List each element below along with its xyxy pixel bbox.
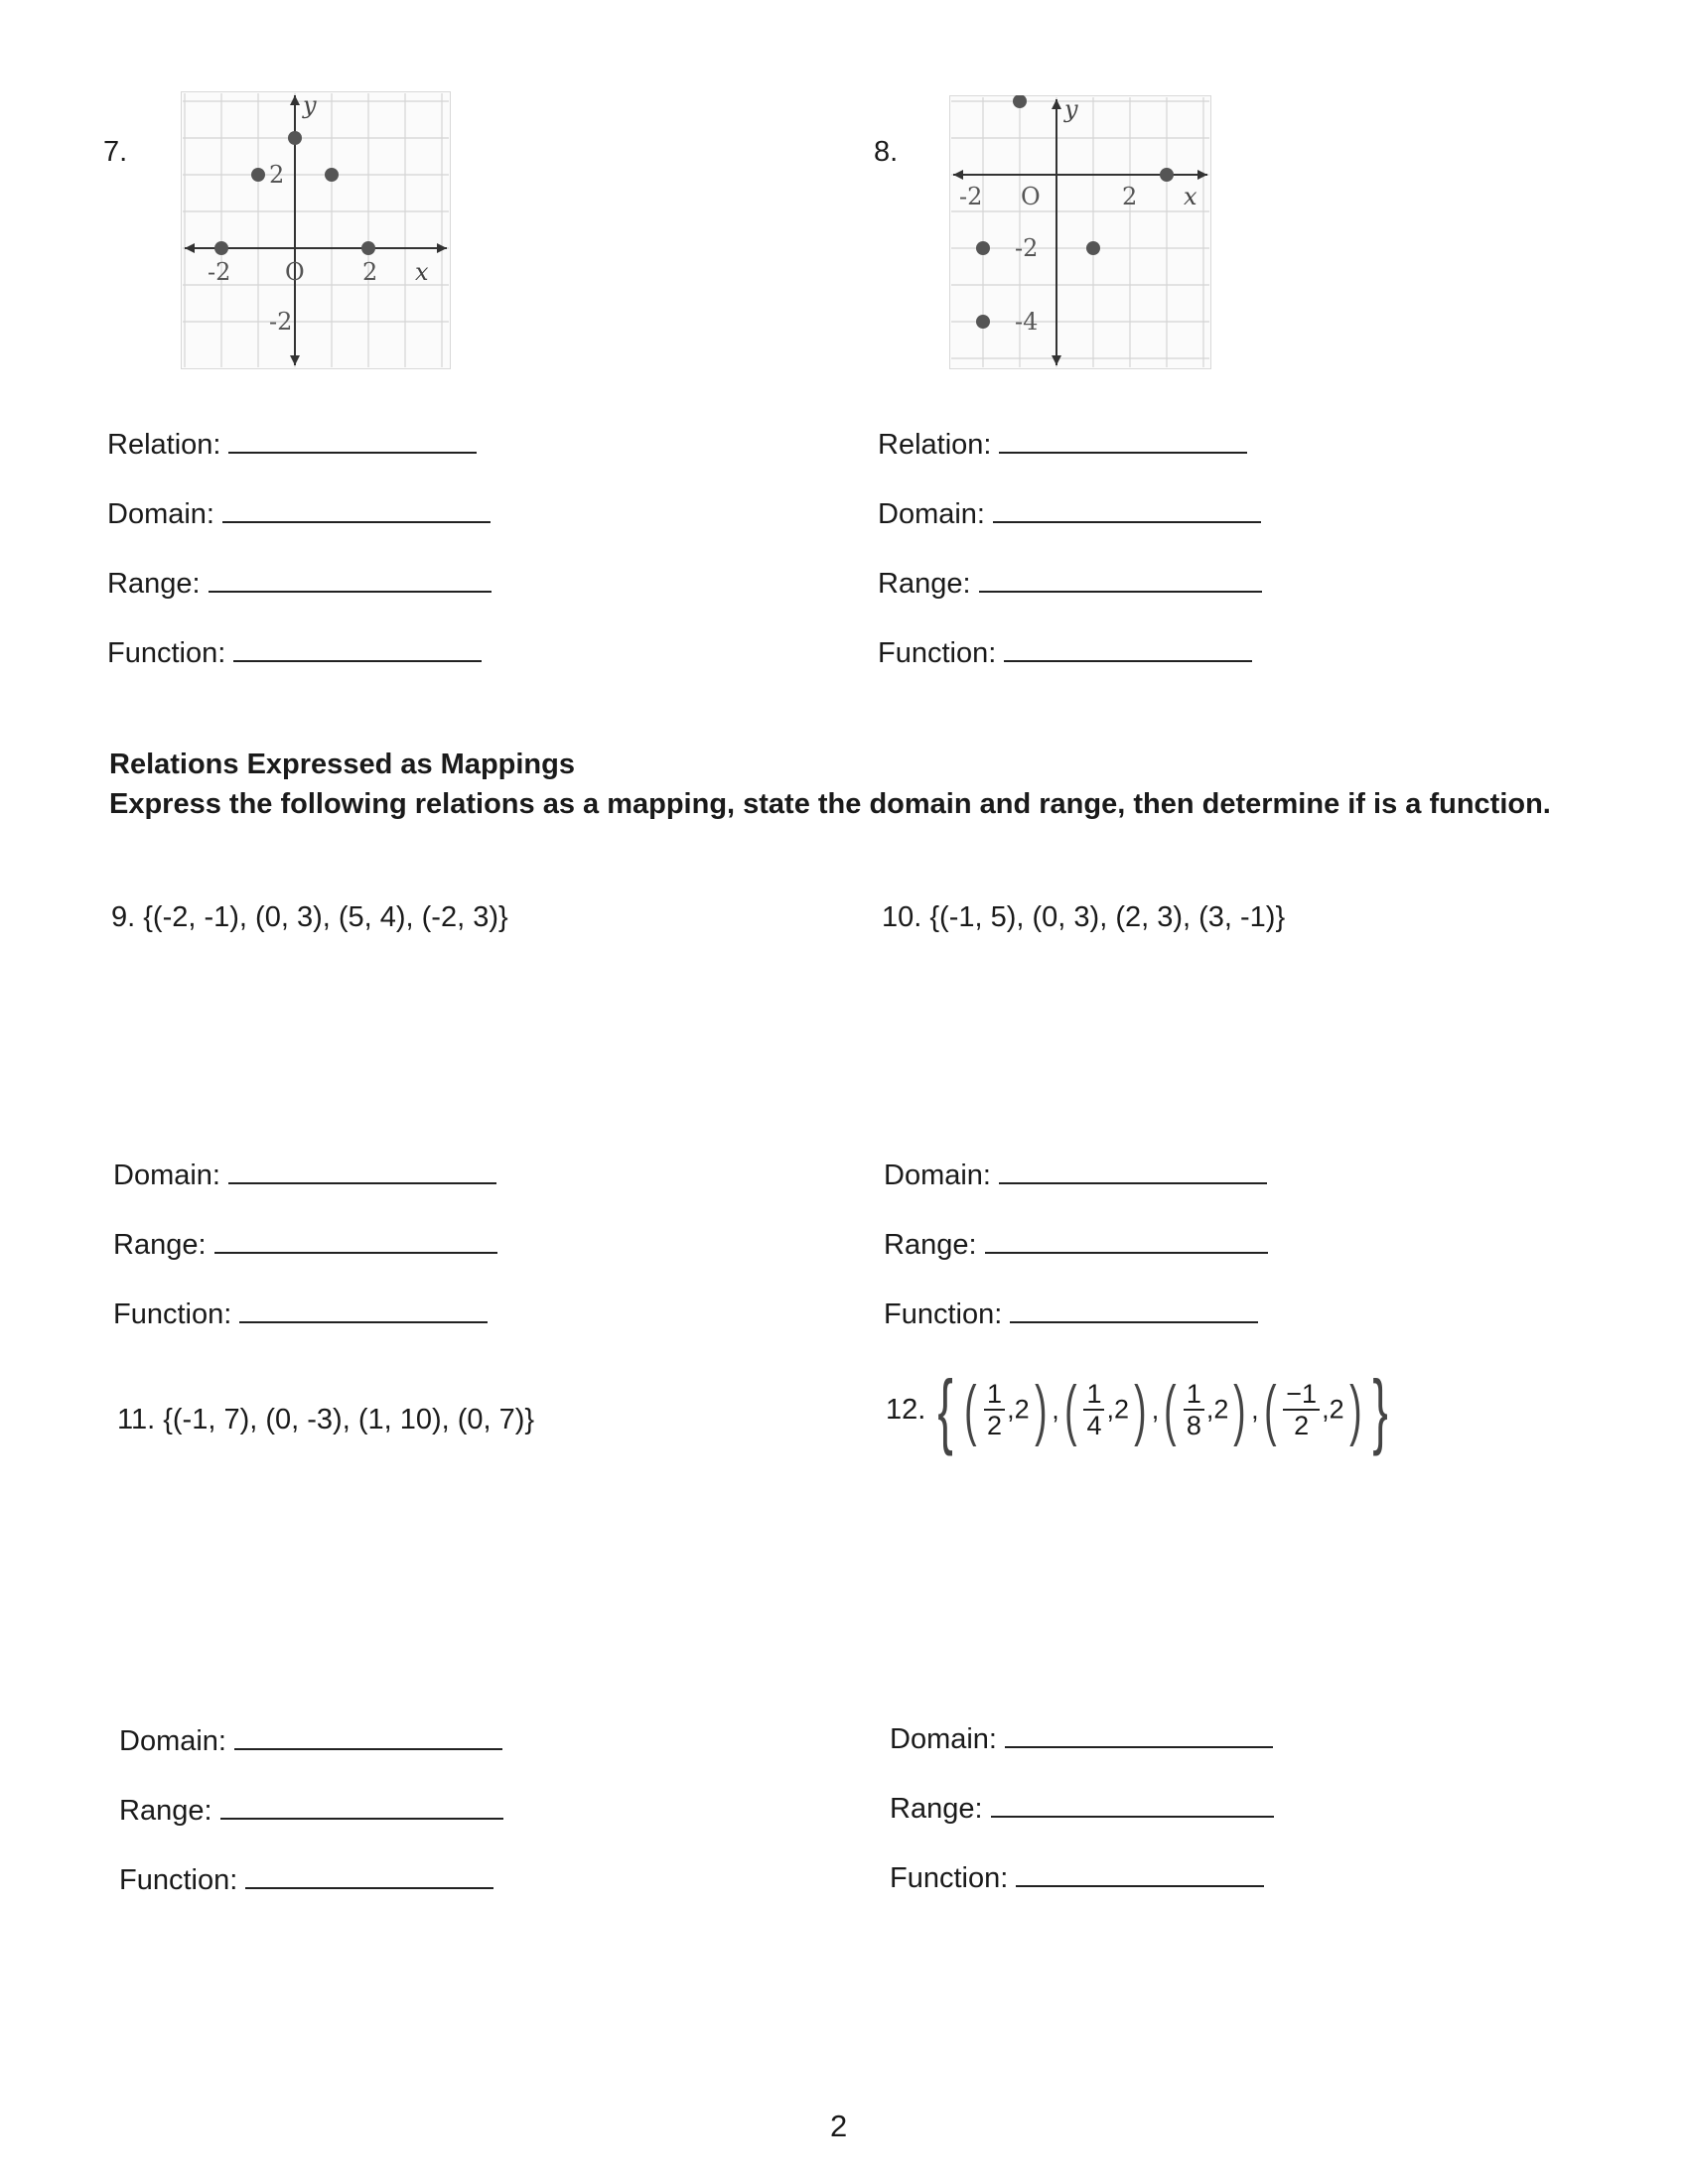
- p7-relation-blank[interactable]: [228, 450, 477, 454]
- function-label: Function:: [119, 1864, 238, 1896]
- y-tick-label: -4: [1015, 308, 1039, 336]
- p7-range-blank[interactable]: [209, 589, 492, 593]
- data-point: [1160, 168, 1174, 182]
- pair-y: 2: [1014, 1394, 1030, 1425]
- pair-3: ( $\frac{1}{8}$ ,2): [1164, 1372, 1246, 1447]
- p7-function-blank[interactable]: [233, 658, 482, 662]
- range-label: Range:: [890, 1793, 983, 1825]
- range-label: Range:: [884, 1229, 977, 1261]
- p12-range-row: [890, 1793, 1274, 1826]
- data-point: [288, 131, 302, 145]
- p11-function-row: [119, 1864, 493, 1897]
- fraction-denominator: 2: [987, 1411, 1003, 1440]
- domain-label: Domain:: [107, 498, 214, 530]
- p8-relation-row: [878, 429, 1247, 462]
- p9-range-blank[interactable]: [214, 1250, 497, 1254]
- p7-domain-row: [107, 498, 491, 531]
- x-tick-label: -2: [208, 258, 231, 286]
- function-label: Function:: [113, 1298, 232, 1330]
- p9-domain-row: [113, 1160, 496, 1192]
- p10-range-row: [884, 1229, 1268, 1262]
- data-point: [251, 168, 265, 182]
- domain-label: Domain:: [878, 498, 985, 530]
- problem-7-number: 7.: [103, 136, 128, 168]
- p11-function-blank[interactable]: [245, 1885, 493, 1889]
- fraction-numerator: 1: [1184, 1379, 1204, 1411]
- p9-function-row: [113, 1298, 488, 1331]
- x-axis-label: x: [1184, 183, 1197, 210]
- p11-domain-blank[interactable]: [234, 1746, 502, 1750]
- p7-domain-blank[interactable]: [222, 519, 491, 523]
- p7-range-row: [107, 568, 492, 601]
- p12-range-blank[interactable]: [991, 1814, 1274, 1818]
- fraction-denominator: 2: [1294, 1411, 1310, 1440]
- pair-2: ( $\frac{1}{4}$ ,2): [1063, 1372, 1147, 1447]
- problem-7-graph: [181, 91, 451, 369]
- pair-4: ( $\frac{-1}{2}$ ,2): [1263, 1372, 1362, 1447]
- problem-11: 11. {(-1, 7), (0, -3), (1, 10), (0, 7)}: [117, 1404, 535, 1435]
- p8-domain-blank[interactable]: [993, 519, 1261, 523]
- p12-function-blank[interactable]: [1016, 1883, 1264, 1887]
- p9-domain-blank[interactable]: [228, 1180, 496, 1184]
- p12-function-row: [890, 1862, 1264, 1895]
- data-point: [1086, 241, 1100, 255]
- p10-domain-blank[interactable]: [999, 1180, 1267, 1184]
- p8-function-row: [878, 637, 1252, 670]
- data-point: [214, 241, 228, 255]
- problem-9: 9. {(-2, -1), (0, 3), (5, 4), (-2, 3)}: [111, 901, 508, 933]
- data-point: [976, 241, 990, 255]
- range-label: Range:: [113, 1229, 207, 1261]
- problem-12: 12. { ( $\frac{1}{2}$ ,2) , ( $\frac{1}{4}$ ,2) , ( $\frac{1}{8}$ ,2) , ( $\frac{-1}{2}$ ,2) }: [886, 1363, 1389, 1456]
- domain-label: Domain:: [113, 1160, 220, 1191]
- pair-y: 2: [1114, 1394, 1130, 1425]
- p8-relation-blank[interactable]: [999, 450, 1247, 454]
- relation-label: Relation:: [878, 429, 992, 461]
- domain-label: Domain:: [890, 1723, 997, 1755]
- p8-range-row: [878, 568, 1262, 601]
- p10-function-row: [884, 1298, 1258, 1331]
- function-label: Function:: [878, 637, 997, 669]
- y-tick-label: -2: [1015, 234, 1039, 262]
- data-point: [325, 168, 339, 182]
- problem-10: 10. {(-1, 5), (0, 3), (2, 3), (3, -1)}: [882, 901, 1286, 933]
- p8-domain-row: [878, 498, 1261, 531]
- page-number: 2: [830, 2109, 848, 2143]
- x-tick-label: 2: [1122, 183, 1138, 210]
- x-tick-label: 2: [362, 258, 378, 286]
- fraction-denominator: 8: [1186, 1411, 1201, 1440]
- p11-domain-row: [119, 1725, 502, 1758]
- relation-label: Relation:: [107, 429, 221, 461]
- pair-y: 2: [1213, 1394, 1229, 1425]
- p12-domain-row: [890, 1723, 1273, 1756]
- section-title: Relations Expressed as Mappings: [109, 749, 575, 780]
- p12-domain-blank[interactable]: [1005, 1744, 1273, 1748]
- x-tick-label: O: [285, 258, 305, 286]
- function-label: Function:: [107, 637, 226, 669]
- function-label: Function:: [884, 1298, 1003, 1330]
- p11-range-row: [119, 1795, 503, 1828]
- pair-y: 2: [1329, 1394, 1344, 1425]
- p10-range-blank[interactable]: [985, 1250, 1268, 1254]
- domain-label: Domain:: [119, 1725, 226, 1757]
- fraction-denominator: 4: [1086, 1411, 1102, 1440]
- x-tick-label: O: [1021, 183, 1041, 210]
- p9-function-blank[interactable]: [239, 1319, 488, 1323]
- fraction-numerator: 1: [1083, 1379, 1104, 1411]
- p10-function-blank[interactable]: [1010, 1319, 1258, 1323]
- p11-range-blank[interactable]: [220, 1816, 503, 1820]
- range-label: Range:: [119, 1795, 212, 1827]
- problem-12-number: 12.: [886, 1393, 926, 1426]
- problem-8-graph: [949, 95, 1211, 369]
- data-point: [361, 241, 375, 255]
- right-brace: }: [1372, 1363, 1389, 1456]
- fraction-numerator: −1: [1283, 1379, 1320, 1411]
- domain-label: Domain:: [884, 1160, 991, 1191]
- p9-range-row: [113, 1229, 497, 1262]
- section-instructions: Express the following relations as a mapping, state the domain and range, then determine if is a function.: [109, 788, 1551, 820]
- x-tick-label: -2: [959, 183, 983, 210]
- left-brace: {: [937, 1363, 954, 1456]
- function-label: Function:: [890, 1862, 1009, 1894]
- pair-1: ( $\frac{1}{2}$ ,2): [964, 1372, 1048, 1447]
- y-axis-label: y: [1064, 95, 1078, 123]
- p8-function-blank[interactable]: [1004, 658, 1252, 662]
- p8-range-blank[interactable]: [979, 589, 1262, 593]
- y-axis-label: y: [303, 91, 317, 119]
- y-tick-label: 2: [269, 161, 285, 189]
- x-axis-label: x: [415, 258, 429, 286]
- y-tick-label: -2: [269, 308, 293, 336]
- grid-frame: [950, 96, 1211, 369]
- data-point: [976, 315, 990, 329]
- p7-function-row: [107, 637, 482, 670]
- p7-relation-row: [107, 429, 477, 462]
- problem-8-number: 8.: [874, 136, 899, 168]
- range-label: Range:: [107, 568, 201, 600]
- p10-domain-row: [884, 1160, 1267, 1192]
- range-label: Range:: [878, 568, 971, 600]
- fraction-numerator: 1: [984, 1379, 1005, 1411]
